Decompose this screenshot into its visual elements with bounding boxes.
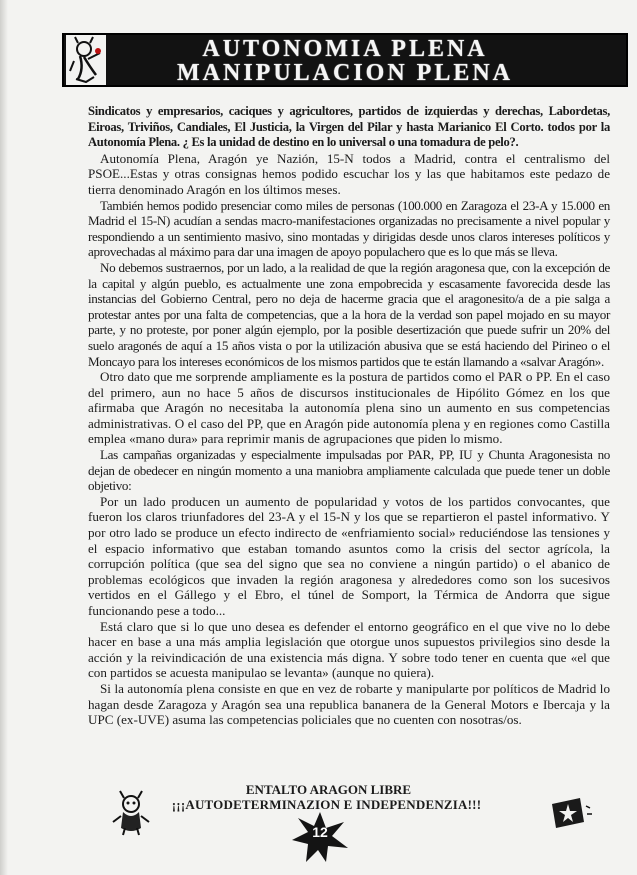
paragraph: Si la autonomía plena consiste en que en vez de robarte y manipularte por políticos de Madrid lo hagan desde Zaragoza y Aragón sea una republica bananera de la General Motors e Ibercaja y la UPC (ex-UVE) asuma las competencias policiales que no cuenten con nosotras/os. bbox=[88, 680, 610, 728]
article-body bbox=[88, 104, 610, 728]
footer-slogan-1: ENTALTO ARAGON LIBRE bbox=[245, 782, 412, 797]
devil-mascot-icon bbox=[110, 790, 152, 836]
star-flag-icon bbox=[550, 796, 594, 832]
paragraph: No debemos sustraernos, por un lado, a la realidad de que la región aragonesa que, con la excepción de la capital y algún pueblo, es actualmente une zona empobrecida y escasamente favorecida desde las instancias del Gobierno Central, pero no deja de hacerme gracia que el aragonesito/a de a pie salga a protestar antes por una falta de competencias, que a la hora de la verdad son papel mojado en su mayor parte, y no proteste, por poner algún ejemplo, por la posible desertización que puede sufrir un 20% del suelo aragonés de aquí a 15 años vista o por la utilización abusiva que se está haciendo del Pirineo o el Moncayo para los intereses económicos de los mismos partidos que te están llamando a «salvar Aragón». bbox=[88, 259, 610, 369]
title-line-1: AUTONOMIA PLENA bbox=[202, 36, 488, 62]
paragraph: Por un lado producen un aumento de popularidad y votos de los partidos convocantes, que fueron los claros triunfadores del 23-A y el 15-N y los que se repartieron el pastel informativo. Y por otro lado se produce un efecto indirecto de «enfriamiento social» reduciéndose las tensiones y el espacio informativo que estaban tomando asuntos como la crisis del sector agrícola, la corrupción política (que sea del signo que sea no conviene a ningún partido) o el abanico de problemas ecológicos que invaden la región aragonesa y alrededores como son los sucesivos vertidos en el Gállego y el Ebro, el túnel de Somport, la Térmica de Andorra que sigue funcionando pese a todo... bbox=[88, 493, 610, 618]
devil-mascot-icon bbox=[66, 35, 106, 85]
footer-slogan-2: ¡¡¡AUTODETERMINAZION E INDEPENDENZIA!!! bbox=[171, 797, 482, 812]
paragraph: Autonomía Plena, Aragón ye Nazión, 15-N todos a Madrid, contra el centralismo del PSOE...Estas y otras consignas hemos podido escuchar los y las que habitamos este pedazo de tierra denominado Aragón en los últimos meses. bbox=[88, 150, 610, 197]
page-fold-shadow bbox=[0, 0, 8, 875]
paragraph: También hemos podido presenciar como miles de personas (100.000 en Zaragoza el 23-A y 15.000 en Madrid el 15-N) acudían a sendas macro-manifestaciones organizadas no precisamente a nivel popular y respondiendo a un sentimiento masivo, sino montadas y dirigidas desde unos claros intereses políticos y aprovechadas al máximo para dar una imagen de apoyo populachero que es lo que más se lleva. bbox=[88, 197, 610, 260]
title-banner bbox=[62, 33, 628, 87]
paragraph: Las campañas organizadas y especialmente impulsadas por PAR, PP, IU y Chunta Aragonesista no dejan de obedecer en ningún momento a una maniobra ampliamente calculada que puede tener un doble objetivo: bbox=[88, 447, 610, 494]
paragraph: Otro dato que me sorprende ampliamente es la postura de partidos como el PAR o PP. En el caso del primero, aun no hace 5 años de discursos institucionales de Hipólito Gómez en los que afirmaba que Aragón no necesitaba la autonomía plena sino un aumento en sus competencias administrativas. O el caso del PP, que en Aragón pide autonomía plena y en regiones como Castilla emplea «mano dura» para reprimir manis de agrupaciones que piden lo mismo. bbox=[88, 369, 610, 447]
paragraph: Está claro que si lo que uno desea es defender el entorno geográfico en el que vive no lo debe hacer en base a una más amplia legislación que otorgue unos supuestos privilegios sino desde la acción y la reivindicación de una existencia más digna. Y sobre todo tener en cuenta que «el que con partidos se acuesta manipulao se levanta» (aunque no quiera). bbox=[88, 618, 610, 681]
title-line-2: MANIPULACION PLENA bbox=[177, 60, 513, 86]
page-number: 12 bbox=[312, 824, 328, 840]
lead-paragraph: Sindicatos y empresarios, caciques y agricultores, partidos de izquierdas y derechas, Labordetas, Eiroas, Triviños, Candiales, El Justicia, la Virgen del Pilar y hasta Marianico El Corto. todos por la Autonomía Plena. ¿ Es la unidad de destino en lo universal o una tomadura de pelo?. bbox=[88, 104, 610, 150]
